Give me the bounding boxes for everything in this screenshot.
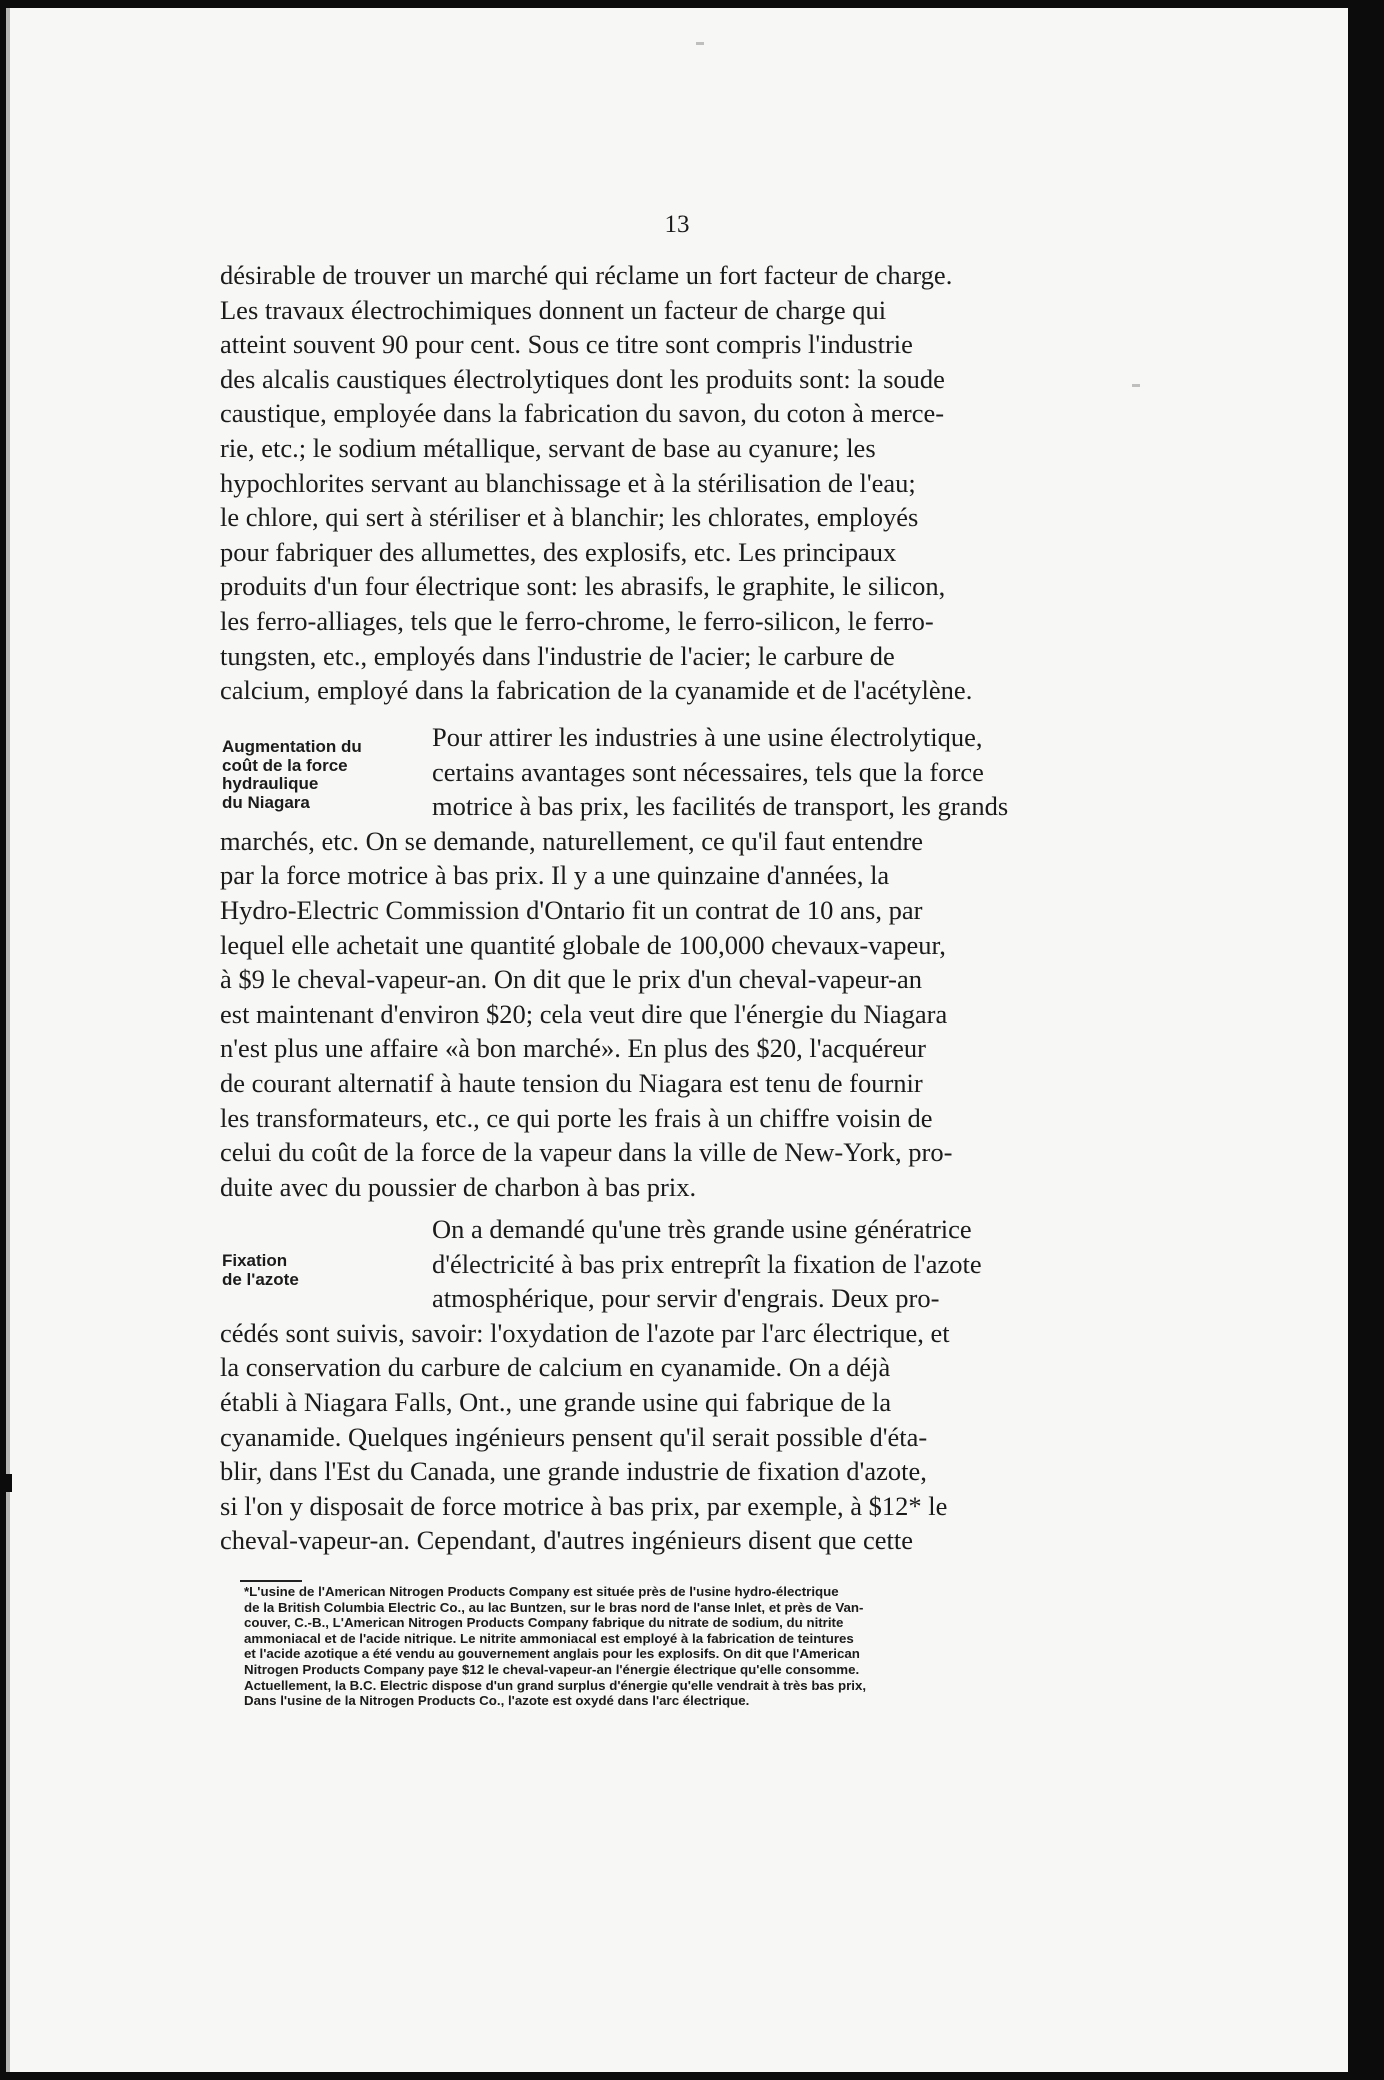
footnote-line: de la British Columbia Electric Co., au lac Buntzen, sur le bras nord de l'anse Inlet, et près de Van- — [244, 1599, 864, 1615]
binding-edge — [6, 8, 10, 2072]
footnote-line: couver, C.-B., L'American Nitrogen Products Company fabrique du nitrate de sodium, du nitrite — [244, 1615, 844, 1631]
text-line: Hydro-Electric Commission d'Ontario fit un contrat de 10 ans, par — [220, 894, 923, 925]
footnote-separator — [240, 1580, 302, 1582]
text-line: désirable de trouver un marché qui réclame un fort facteur de charge. — [220, 260, 953, 290]
footnote-line: ammoniacal et de l'acide nitrique. Le nitrite ammoniacal est employé à la fabrication de teintures — [244, 1630, 854, 1646]
text-line: pour fabriquer des allumettes, des explosifs, etc. Les principaux — [220, 536, 897, 567]
text-line: On a demandé qu'une très grande usine génératrice — [432, 1214, 972, 1244]
text-line: certains avantages sont nécessaires, tels que la force — [432, 756, 984, 787]
text-line: établi à Niagara Falls, Ont., une grande usine qui fabrique de la — [220, 1386, 892, 1417]
sidenote-line: du Niagara — [222, 792, 310, 812]
text-line: Les travaux électrochimiques donnent un facteur de charge qui — [220, 294, 887, 325]
text-line: cheval-vapeur-an. Cependant, d'autres ingénieurs disent que cette — [220, 1525, 913, 1556]
text-line: atmosphérique, pour servir d'engrais. Deux pro- — [432, 1283, 940, 1314]
sidenote-line: coût de la force — [222, 755, 348, 775]
paragraph-3 — [220, 1212, 1120, 1558]
text-line: tungsten, etc., employés dans l'industrie de l'acier; le carbure de — [220, 640, 895, 671]
text-line: d'électricité à bas prix entreprît la fixation de l'azote — [432, 1248, 982, 1279]
text-line: Pour attirer les industries à une usine électrolytique, — [432, 722, 983, 752]
document-page — [6, 8, 1348, 2072]
text-line: lequel elle achetait une quantité globale de 100,000 chevaux-vapeur, — [220, 929, 946, 960]
text-line: blir, dans l'Est du Canada, une grande industrie de fixation d'azote, — [220, 1456, 927, 1487]
scan-speck — [1132, 384, 1140, 387]
text-line: de courant alternatif à haute tension du Niagara est tenu de fournir — [220, 1067, 923, 1098]
paragraph-1 — [220, 258, 1120, 708]
sidenote-line: Fixation — [222, 1251, 288, 1270]
text-line: rie, etc.; le sodium métallique, servant de base au cyanure; les — [220, 432, 876, 463]
text-line: cyanamide. Quelques ingénieurs pensent qu'il serait possible d'éta- — [220, 1421, 928, 1452]
text-line: les transformateurs, etc., ce qui porte les frais à un chiffre voisin de — [220, 1102, 933, 1133]
text-line: celui du coût de la force de la vapeur dans la ville de New-York, pro- — [220, 1137, 953, 1168]
scan-speck — [696, 42, 704, 45]
text-line: à $9 le cheval-vapeur-an. On dit que le prix d'un cheval-vapeur-an — [220, 964, 922, 995]
footnote-line: Dans l'usine de la Nitrogen Products Co., l'azote est oxydé dans l'arc électrique. — [244, 1693, 750, 1709]
footnote-line: Nitrogen Products Company paye $12 le cheval-vapeur-an l'énergie électrique qu'elle consomme. — [244, 1661, 860, 1677]
text-line: duite avec du poussier de charbon à bas prix. — [220, 1171, 697, 1202]
text-line: si l'on y disposait de force motrice à bas prix, par exemple, à $12* le — [220, 1490, 948, 1521]
sidenote-line: de l'azote — [222, 1269, 299, 1289]
text-line: hypochlorites servant au blanchissage et à la stérilisation de l'eau; — [220, 467, 916, 498]
text-line: des alcalis caustiques électrolytiques dont les produits sont: la soude — [220, 363, 945, 394]
footnote-line: Actuellement, la B.C. Electric dispose d'un grand surplus d'énergie qu'elle vendrait à très bas prix, — [244, 1677, 867, 1693]
text-line: motrice à bas prix, les facilités de transport, les grands — [432, 791, 1009, 822]
text-line: n'est plus une affaire «à bon marché». En plus des $20, l'acquéreur — [220, 1033, 926, 1064]
footnote-line: *L'usine de l'American Nitrogen Products Company est située près de l'usine hydro-électrique — [244, 1584, 839, 1599]
text-line: atteint souvent 90 pour cent. Sous ce titre sont compris l'industrie — [220, 329, 913, 360]
paragraph-2 — [220, 720, 1120, 1204]
binding-mark — [6, 1474, 12, 1492]
text-line: produits d'un four électrique sont: les abrasifs, le graphite, le silicon, — [220, 571, 946, 602]
text-line: les ferro-alliages, tels que le ferro-chrome, le ferro-silicon, le ferro- — [220, 605, 934, 636]
footnote-line: et l'acide azotique a été vendu au gouvernement anglais pour les explosifs. On dit que l'American — [244, 1646, 860, 1662]
text-line: cédés sont suivis, savoir: l'oxydation de l'azote par l'arc électrique, et — [220, 1317, 950, 1348]
text-line: caustique, employée dans la fabrication du savon, du coton à merce- — [220, 398, 945, 429]
text-line: calcium, employé dans la fabrication de la cyanamide et de l'acétylène. — [220, 675, 973, 706]
footnote — [244, 1584, 1120, 1709]
page-number: 13 — [664, 211, 690, 238]
text-line: marchés, etc. On se demande, naturellement, ce qu'il faut entendre — [220, 825, 924, 856]
text-line: est maintenant d'environ $20; cela veut dire que l'énergie du Niagara — [220, 998, 948, 1029]
text-line: la conservation du carbure de calcium en cyanamide. On a déjà — [220, 1352, 891, 1383]
sidenote-line: Augmentation du — [222, 737, 362, 756]
text-line: par la force motrice à bas prix. Il y a une quinzaine d'années, la — [220, 860, 890, 891]
text-line: le chlore, qui sert à stériliser et à blanchir; les chlorates, employés — [220, 502, 919, 533]
sidenote-line: hydraulique — [222, 774, 319, 793]
